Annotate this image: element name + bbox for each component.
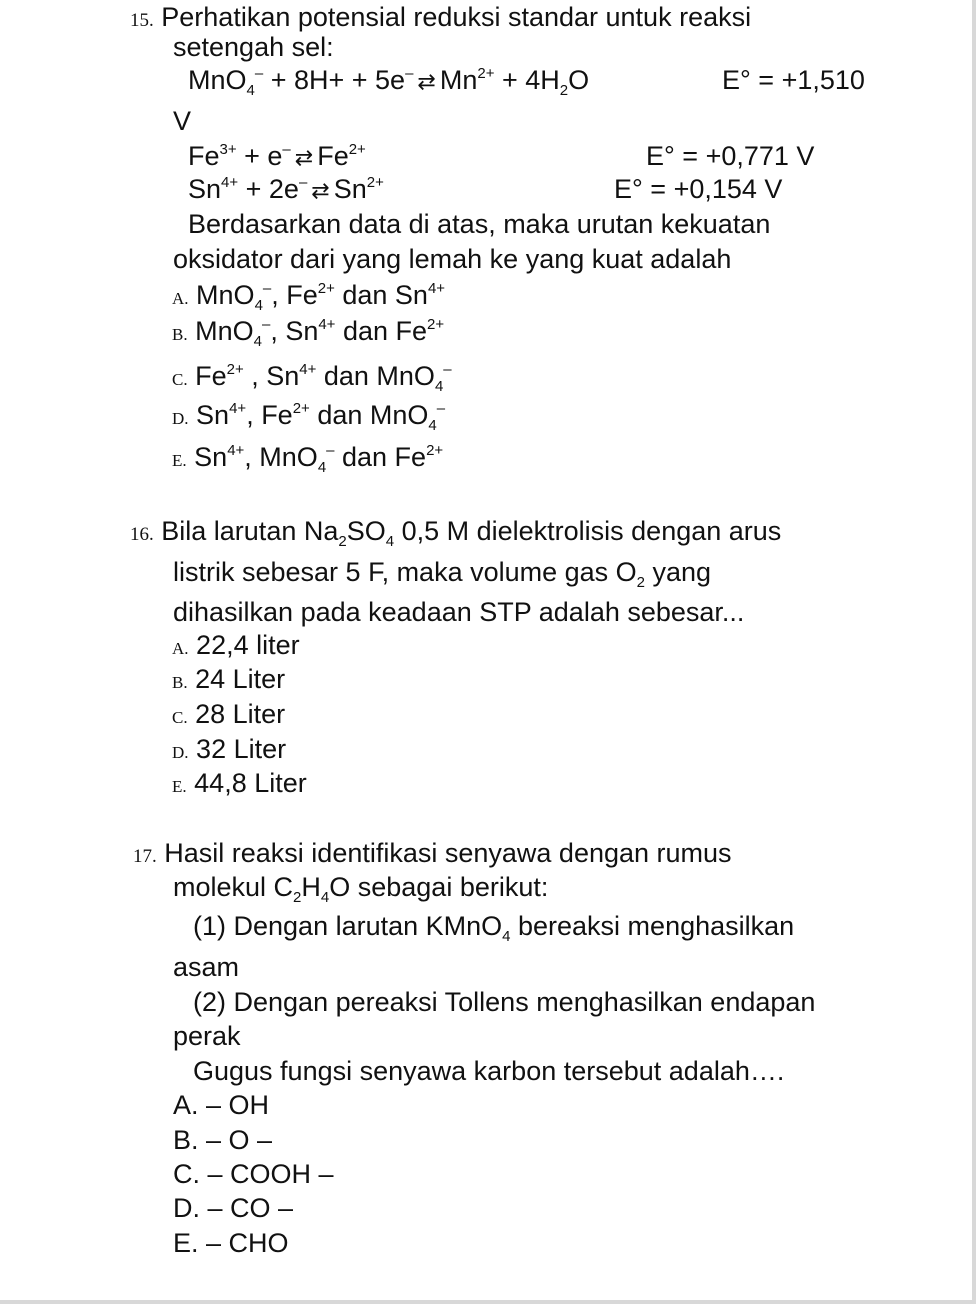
reaction-3-equation: $Sn^{4+} + 2e^-$ ⇄ $Sn^{2+}$ [188, 174, 384, 204]
q16-option-e-text: 44,8 Liter [194, 768, 307, 798]
q16-option-a[interactable] [172, 628, 300, 666]
question-15-stem-line2: setengah sel: [173, 32, 334, 62]
q16-option-d-letter: D. [172, 743, 189, 762]
q16-option-d[interactable] [172, 732, 286, 770]
q17-option-c-letter: C. [173, 1159, 200, 1189]
question-17-stem-line2: molekul $C_2H_4O$ sebagai berikut: [173, 872, 549, 906]
q16-option-b[interactable] [172, 662, 285, 700]
question-15-prompt-line2: oksidator dari yang lemah ke yang kuat adalah [173, 244, 732, 274]
question-17-prompt: Gugus fungsi senyawa karbon tersebut adalah…. [193, 1056, 785, 1086]
reaction-1-equation: MnO$_4$– + 8H+ + 5e– ⇄ $Mn^{2+} + 4H_2O$ [188, 65, 590, 99]
q17-option-a-letter: A. [173, 1090, 199, 1120]
q17-option-c-text: – COOH – [207, 1159, 334, 1189]
q15-option-c-letter: C. [172, 370, 188, 389]
q16-option-c-text: 28 Liter [195, 699, 286, 729]
reaction-1-potential-unit: V [173, 106, 192, 136]
q16-option-a-letter: A. [172, 639, 189, 658]
question-17-point2-line2: perak [173, 1021, 241, 1051]
reaction-2-equation: $Fe^{3+} + e^-$ ⇄ $Fe^{2+}$ [188, 141, 366, 171]
q16-option-c-letter: C. [172, 708, 188, 727]
q15-option-a[interactable]: A. MnO$_4$–, $Fe^{2+}$ dan $Sn^{4+}$ [172, 280, 446, 314]
q16-option-c[interactable] [172, 697, 285, 735]
q16-option-a-text: 22,4 liter [196, 630, 300, 660]
question-15-stem-line1: Perhatikan potensial reduksi standar untuk reaksi [161, 2, 752, 32]
question-16-stem-line2: listrik sebesar 5 F, maka volume gas $O_2$ yang [173, 557, 712, 591]
question-16-header: 16. Bila larutan $Na_2SO_4$ 0,5 M dielektrolisis dengan arus [130, 516, 782, 550]
question-16-stem-line3: dihasilkan pada keadaan STP adalah sebesar... [173, 597, 745, 627]
q17-option-a-text: – OH [206, 1090, 270, 1120]
q16-option-d-text: 32 Liter [196, 734, 287, 764]
q15-option-b[interactable]: B. MnO$_4$–, $Sn^{4+}$ dan $Fe^{2+}$ [172, 316, 445, 350]
q17-option-b[interactable] [173, 1123, 272, 1157]
question-15-number: 15. [130, 10, 154, 31]
q17-option-b-text: – O – [206, 1125, 273, 1155]
q15-option-a-letter: A. [172, 289, 189, 308]
q16-option-e-letter: E. [172, 777, 187, 796]
question-15-prompt-line1: Berdasarkan data di atas, maka urutan kekuatan [188, 209, 771, 239]
q15-option-d[interactable]: D. $Sn^{4+}$, $Fe^{2+}$ dan MnO$_4$– [172, 400, 446, 434]
q15-option-c[interactable]: C. $Fe^{2+}$ , $Sn^{4+}$ dan MnO$_4$– [172, 361, 452, 395]
question-17-point2-line1: (2) Dengan pereaksi Tollens menghasilkan endapan [193, 987, 816, 1017]
question-17-point1-line2: asam [173, 952, 240, 982]
q17-option-a[interactable] [173, 1088, 269, 1122]
question-17-point1-line1: (1) Dengan larutan KMnO$_4$ bereaksi menghasilkan [193, 911, 795, 945]
question-17-header [133, 836, 732, 874]
question-17-stem-line1: Hasil reaksi identifikasi senyawa dengan rumus [164, 838, 732, 868]
q17-option-e-text: – CHO [206, 1228, 289, 1258]
q15-option-e[interactable]: E. $Sn^{4+}$, MnO$_4$– dan $Fe^{2+}$ [172, 442, 444, 476]
q15-option-b-letter: B. [172, 325, 188, 344]
q17-option-d[interactable] [173, 1191, 293, 1225]
reaction-1-potential: E° = +1,510 [722, 65, 865, 95]
q17-option-e[interactable] [173, 1226, 289, 1260]
reaction-2-potential: E° = +0,771 V [646, 141, 815, 171]
q17-option-e-letter: E. [173, 1228, 199, 1258]
question-16-number: 16. [130, 524, 154, 545]
q17-option-b-letter: B. [173, 1125, 199, 1155]
q17-option-d-text: – CO – [207, 1193, 294, 1223]
q16-option-b-text: 24 Liter [195, 664, 286, 694]
question-17-number: 17. [133, 846, 157, 867]
q16-option-b-letter: B. [172, 673, 188, 692]
q15-option-e-letter: E. [172, 451, 187, 470]
q17-option-c[interactable] [173, 1157, 334, 1191]
q15-option-d-letter: D. [172, 409, 189, 428]
q17-option-d-letter: D. [173, 1193, 200, 1223]
q16-option-e[interactable] [172, 766, 307, 804]
reaction-3-potential: E° = +0,154 V [614, 174, 783, 204]
